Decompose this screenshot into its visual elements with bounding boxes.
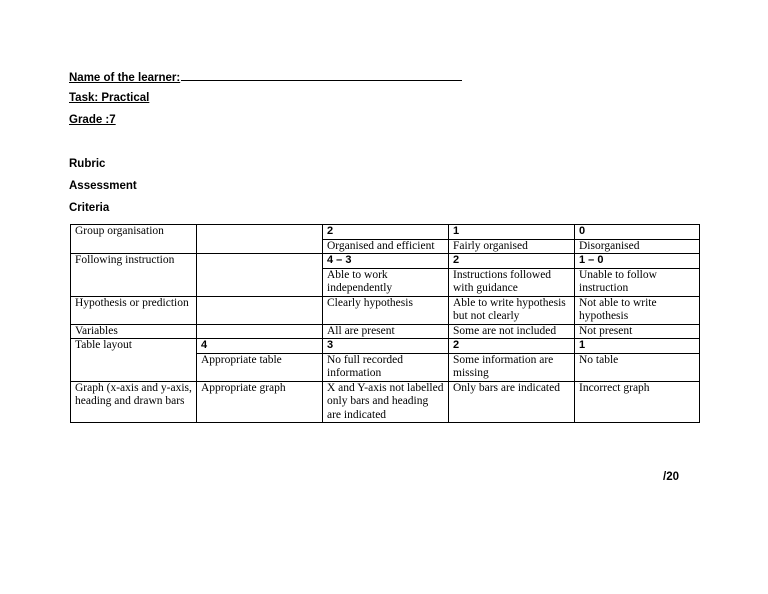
task-heading: Task: Practical [69,92,150,104]
descriptor-cell: Incorrect graph [575,381,700,423]
descriptor-cell: Only bars are indicated [449,381,575,423]
empty-cell [197,254,323,297]
score-cell: 2 [449,254,575,269]
descriptor-cell: No table [575,353,700,381]
descriptor-cell: Not able to write hypothesis [575,296,700,324]
score-cell: 2 [323,225,449,240]
score-cell: 3 [323,339,449,354]
table-row [71,324,700,339]
score-cell: 0 [575,225,700,240]
descriptor-cell: Clearly hypothesis [323,296,449,324]
empty-cell [197,324,323,339]
table-row [71,225,700,240]
criterion-hypothesis: Hypothesis or prediction [71,296,197,324]
score-cell: 4 – 3 [323,254,449,269]
descriptor-cell: X and Y-axis not labelled only bars and heading are indicated [323,381,449,423]
descriptor-cell: Appropriate table [197,353,323,381]
criterion-variables: Variables [71,324,197,339]
empty-cell [197,296,323,324]
descriptor-cell: Disorganised [575,239,700,254]
descriptor-cell: Able to work independently [323,268,449,296]
table-row [71,254,700,269]
descriptor-cell: Some are not included [449,324,575,339]
descriptor-cell: Able to write hypothesis but not clearly [449,296,575,324]
score-cell: 1 – 0 [575,254,700,269]
score-cell: 1 [449,225,575,240]
table-row [71,296,700,324]
learner-name-label: Name of the learner: [69,72,181,84]
assessment-heading: Assessment [69,180,137,192]
descriptor-cell: Fairly organised [449,239,575,254]
table-row [71,381,700,423]
rubric-table [70,224,700,423]
descriptor-cell: Some information are missing [449,353,575,381]
criterion-group-organisation: Group organisation [71,225,197,254]
descriptor-cell: Unable to follow instruction [575,268,700,296]
table-row [71,339,700,354]
descriptor-cell: All are present [323,324,449,339]
descriptor-cell: No full recorded information [323,353,449,381]
criterion-following-instruction: Following instruction [71,254,197,297]
score-cell: 2 [449,339,575,354]
criterion-table-layout: Table layout [71,339,197,382]
learner-name-blank [181,69,462,81]
score-cell: 4 [197,339,323,354]
descriptor-cell: Organised and efficient [323,239,449,254]
descriptor-cell: Instructions followed with guidance [449,268,575,296]
total-score: /20 [663,471,679,483]
descriptor-cell: Not present [575,324,700,339]
score-cell: 1 [575,339,700,354]
rubric-heading: Rubric [69,158,106,170]
criteria-heading: Criteria [69,202,110,214]
descriptor-cell: Appropriate graph [197,381,323,423]
empty-cell [197,225,323,254]
criterion-graph: Graph (x-axis and y-axis, heading and drawn bars [71,381,197,423]
learner-name-field [69,69,462,85]
grade-heading: Grade :7 [69,114,116,126]
